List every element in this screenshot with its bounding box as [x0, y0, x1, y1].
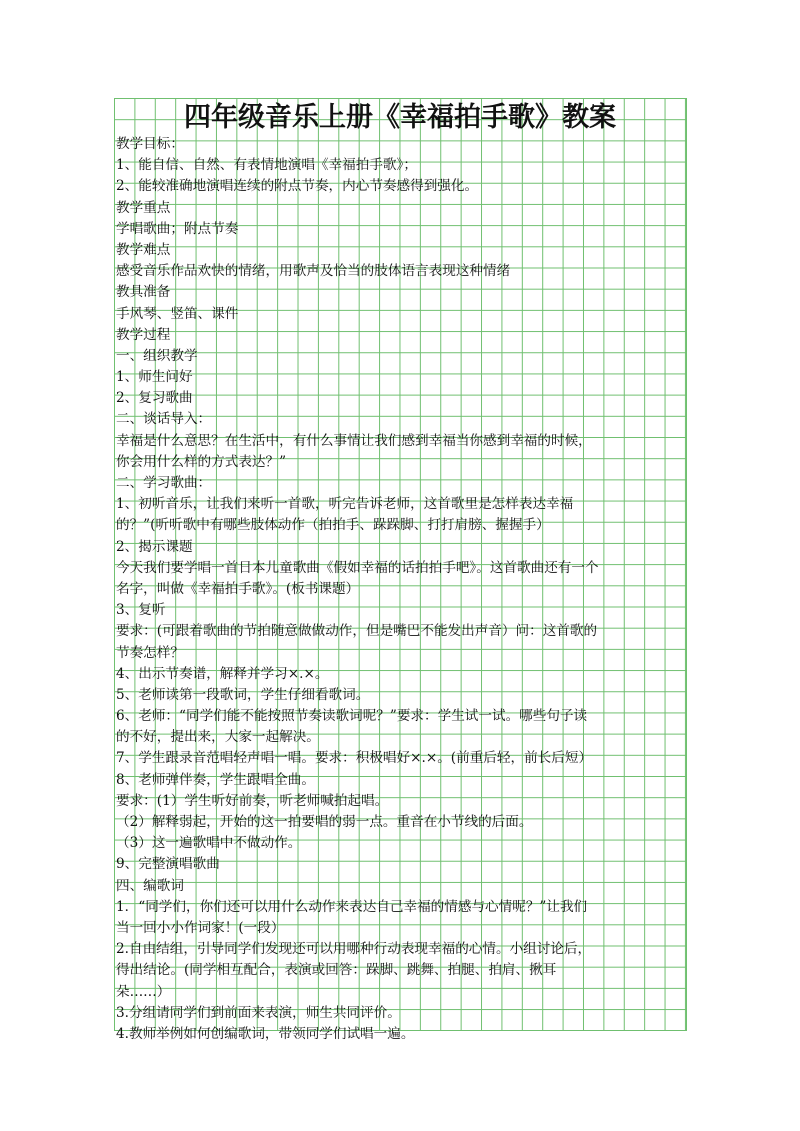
text-line: 1、初听音乐，让我们来听一首歌，听完告诉老师，这首歌里是怎样表达幸福 [116, 496, 574, 513]
text-line: 名字，叫做《幸福拍手歌》。(板书课题） [116, 580, 360, 597]
text-line: 你会用什么样的方式表达？” [116, 453, 287, 470]
text-line: （2）解释弱起，开始的这一拍要唱的弱一点。重音在小节线的后面。 [116, 814, 533, 830]
text-line: 要求：(1）学生听好前奏，听老师喊拍起唱。 [116, 792, 389, 809]
text-line: 2、揭示课题 [116, 538, 193, 555]
text-line: 今天我们要学唱一首日本儿童歌曲《假如幸福的话拍拍手吧》。这首歌曲还有一个 [116, 559, 599, 576]
text-line: 的不好，提出来，大家一起解决。 [116, 729, 320, 746]
text-line: 教学难点 [116, 241, 171, 258]
text-line: 2.自由结组，引导同学们发现还可以用哪种行动表现幸福的心情。小组讨论后， [116, 941, 592, 958]
text-line: 教学重点 [116, 199, 171, 216]
text-line: 朵……） [116, 983, 171, 1000]
document-title: 四年级音乐上册《幸福拍手歌》教案 [184, 102, 616, 133]
text-line: 感受音乐作品欢快的情绪，用歌声及恰当的肢体语言表现这种情绪 [116, 263, 511, 280]
text-line: 手风琴、竖笛、课件 [116, 305, 239, 322]
lesson-plan-body [116, 134, 684, 1045]
text-line: 二、谈话导入： [116, 411, 212, 428]
text-line: 教学目标： [116, 136, 184, 152]
text-line: 2、复习歌曲 [116, 390, 193, 407]
text-line: 一、组织教学 [116, 347, 198, 364]
lesson-plan-page [114, 98, 687, 1042]
text-line: 幸福是什么意思？在生活中，有什么事情让我们感到幸福当你感到幸福的时候， [116, 432, 592, 449]
text-line: 当一回小小作词家！(一段） [116, 919, 285, 936]
text-line: 的？”(听听歌中有哪些肢体动作（拍拍手、跺跺脚、打打肩膀、握握手） [116, 517, 550, 534]
text-line: 9、完整演唱歌曲 [116, 856, 220, 873]
text-line: 教学过程 [116, 326, 171, 343]
text-line: 4.教师举例如何创编歌词，带领同学们试唱一遍。 [116, 1025, 415, 1042]
text-line: 2、能较准确地演唱连续的附点节奏，内心节奏感得到强化。 [116, 178, 479, 195]
text-line: 四、编歌词 [116, 877, 184, 894]
text-line: 得出结论。(同学相互配合，表演或回答：跺脚、跳舞、拍腿、拍肩、揪耳 [116, 962, 557, 979]
text-line: 1．“同学们，你们还可以用什么动作来表达自己幸福的情感与心情呢？”让我们 [116, 898, 588, 915]
text-line: 学唱歌曲；附点节奏 [116, 220, 239, 237]
text-line: 3.分组请同学们到前面来表演，师生共同评价。 [116, 1004, 401, 1021]
text-line: 6、老师：“同学们能不能按照节奏读歌词呢？”要求：学生试一试。哪些句子读 [116, 708, 588, 725]
text-line: 5、老师读第一段歌词，学生仔细看歌词。 [116, 686, 370, 703]
text-line: 4、出示节奏谱，解释并学习×.×。 [116, 665, 329, 682]
text-line: 1、能自信、自然、有表情地演唱《幸福拍手歌》； [116, 157, 417, 174]
text-line: 7、学生跟录音范唱轻声唱一唱。要求：积极唱好×.×。(前重后轻，前长后短） [116, 750, 593, 767]
text-line: 3、复听 [116, 602, 166, 619]
text-line: 教具准备 [116, 284, 171, 301]
text-line: 1、师生问好 [116, 369, 193, 386]
text-line: 8、老师弹伴奏，学生跟唱全曲。 [116, 771, 315, 788]
text-line: 二、学习歌曲： [116, 475, 212, 491]
text-line: 要求：(可跟着歌曲的节拍随意做做动作，但是嘴巴不能发出声音）问：这首歌的 [116, 623, 598, 640]
text-line: 节奏怎样？ [116, 644, 184, 661]
text-line: （3）这一遍歌唱中不做动作。 [116, 835, 302, 852]
